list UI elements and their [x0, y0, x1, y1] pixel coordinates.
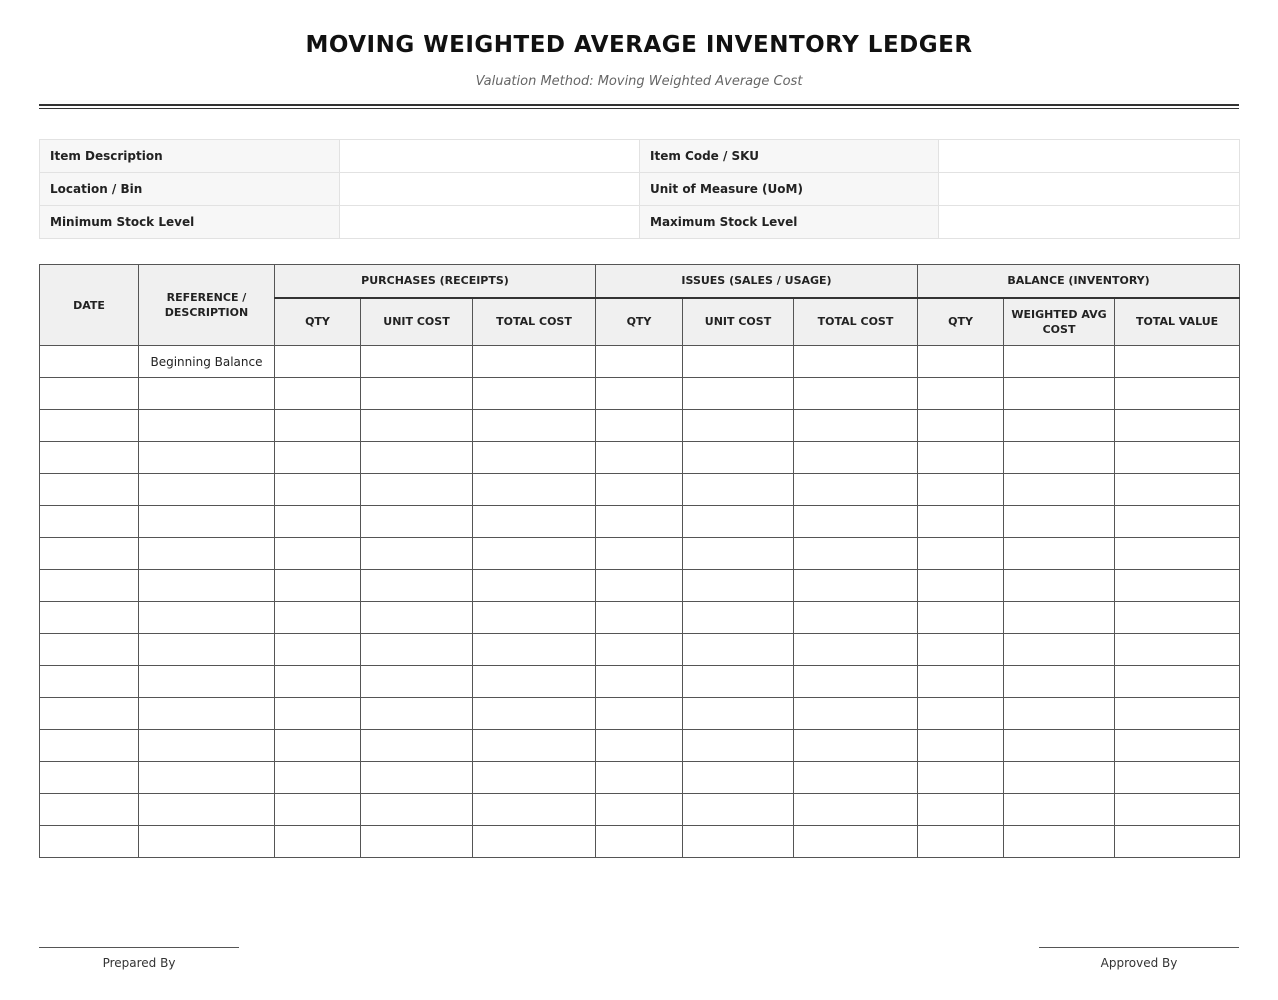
ledger-cell[interactable] [794, 570, 918, 602]
ledger-cell[interactable] [794, 506, 918, 538]
ledger-cell[interactable] [794, 826, 918, 858]
purchases-unit-cost-header: UNIT COST [361, 298, 473, 346]
ledger-cell[interactable] [918, 602, 1004, 634]
ledger-cell[interactable] [794, 474, 918, 506]
ledger-cell[interactable] [683, 442, 794, 474]
ledger-cell[interactable] [473, 794, 596, 826]
ledger-cell[interactable] [596, 826, 683, 858]
ledger-cell[interactable] [794, 410, 918, 442]
info-row [40, 140, 1240, 173]
ledger-cell[interactable] [275, 346, 361, 378]
ledger-cell[interactable] [139, 570, 275, 602]
table-row [40, 730, 1240, 762]
ledger-cell[interactable] [683, 634, 794, 666]
ledger-cell[interactable] [275, 474, 361, 506]
ledger-cell[interactable] [794, 762, 918, 794]
ledger-cell[interactable] [1004, 794, 1115, 826]
ledger-cell[interactable] [1115, 346, 1240, 378]
ledger-cell[interactable] [40, 634, 139, 666]
ledger-row-beginning-balance [40, 346, 1240, 378]
ledger-cell[interactable] [275, 634, 361, 666]
reference-header: REFERENCE / DESCRIPTION [139, 265, 275, 346]
ledger-cell[interactable] [918, 634, 1004, 666]
ledger-cell[interactable] [683, 762, 794, 794]
ledger-cell[interactable] [473, 538, 596, 570]
ledger-cell[interactable] [596, 346, 683, 378]
ledger-cell[interactable] [596, 634, 683, 666]
table-row [40, 506, 1240, 538]
ledger-cell[interactable] [918, 826, 1004, 858]
ledger-cell[interactable] [1115, 410, 1240, 442]
ledger-cell[interactable] [1004, 762, 1115, 794]
ledger-cell[interactable] [1004, 442, 1115, 474]
ledger-cell[interactable] [40, 538, 139, 570]
ledger-cell[interactable] [1004, 378, 1115, 410]
ledger-cell[interactable] [361, 474, 473, 506]
ledger-cell[interactable] [683, 570, 794, 602]
page-title: MOVING WEIGHTED AVERAGE INVENTORY LEDGER [305, 32, 973, 58]
ledger-cell[interactable] [683, 826, 794, 858]
balance-qty-header: QTY [918, 298, 1004, 346]
balance-weighted-avg-cost-header: WEIGHTED AVG COST [1004, 298, 1115, 346]
max-stock-label: Maximum Stock Level [640, 206, 939, 239]
table-row [40, 378, 1240, 410]
ledger-cell[interactable] [1004, 346, 1115, 378]
item-description-label: Item Description [40, 140, 340, 173]
ledger-cell[interactable] [1004, 666, 1115, 698]
table-row [40, 538, 1240, 570]
ledger-cell[interactable] [1115, 506, 1240, 538]
ledger-cell[interactable] [275, 602, 361, 634]
ledger-cell[interactable] [1115, 378, 1240, 410]
purchases-total-cost-header: TOTAL COST [473, 298, 596, 346]
ledger-cell[interactable] [139, 794, 275, 826]
ledger-cell[interactable] [1004, 506, 1115, 538]
ledger-cell[interactable] [473, 442, 596, 474]
ledger-cell[interactable] [918, 570, 1004, 602]
table-row [40, 762, 1240, 794]
ledger-cell[interactable] [275, 442, 361, 474]
ledger-cell[interactable] [1115, 634, 1240, 666]
table-row [40, 442, 1240, 474]
ledger-cell[interactable] [473, 602, 596, 634]
table-row [40, 698, 1240, 730]
ledger-cell[interactable] [683, 506, 794, 538]
ledger-cell[interactable] [1115, 698, 1240, 730]
ledger-cell[interactable] [40, 826, 139, 858]
table-row [40, 794, 1240, 826]
ledger-header-group-row [40, 265, 1240, 298]
ledger-cell[interactable] [918, 794, 1004, 826]
ledger-cell[interactable] [918, 442, 1004, 474]
table-row [40, 474, 1240, 506]
ledger-cell[interactable] [361, 698, 473, 730]
ledger-cell[interactable] [361, 666, 473, 698]
ledger-cell[interactable] [361, 602, 473, 634]
ledger-cell[interactable] [361, 378, 473, 410]
ledger-cell[interactable] [1115, 602, 1240, 634]
ledger-cell[interactable] [794, 730, 918, 762]
ledger-cell[interactable] [596, 762, 683, 794]
issues-total-cost-header: TOTAL COST [794, 298, 918, 346]
ledger-cell[interactable] [473, 634, 596, 666]
ledger-cell[interactable] [40, 666, 139, 698]
ledger-cell[interactable] [683, 538, 794, 570]
ledger-cell[interactable] [794, 602, 918, 634]
ledger-cell[interactable] [361, 506, 473, 538]
ledger-cell[interactable] [1115, 762, 1240, 794]
ledger-cell[interactable] [40, 570, 139, 602]
item-code-field[interactable] [939, 140, 1240, 173]
ledger-cell[interactable] [683, 410, 794, 442]
ledger-cell[interactable] [473, 378, 596, 410]
ledger-cell[interactable] [1115, 826, 1240, 858]
ledger-cell[interactable] [1115, 474, 1240, 506]
ledger-cell[interactable] [275, 730, 361, 762]
ledger-cell[interactable] [794, 698, 918, 730]
ledger-cell[interactable] [918, 730, 1004, 762]
min-stock-field[interactable] [340, 206, 640, 239]
ledger-cell[interactable] [275, 762, 361, 794]
location-label: Location / Bin [40, 173, 340, 206]
ledger-cell[interactable] [361, 826, 473, 858]
location-field[interactable] [340, 173, 640, 206]
ledger-cell[interactable] [139, 538, 275, 570]
ledger-cell[interactable] [918, 474, 1004, 506]
ledger-cell[interactable] [918, 538, 1004, 570]
ledger-cell[interactable] [683, 602, 794, 634]
item-info-table [39, 139, 1240, 239]
ledger-cell[interactable] [139, 634, 275, 666]
ledger-cell[interactable] [683, 730, 794, 762]
ledger-cell[interactable] [139, 378, 275, 410]
ledger-body [40, 346, 1240, 858]
ledger-cell[interactable] [1004, 698, 1115, 730]
ledger-cell[interactable] [1004, 410, 1115, 442]
ledger-cell[interactable] [794, 442, 918, 474]
ledger-cell[interactable] [40, 410, 139, 442]
ledger-cell[interactable] [683, 378, 794, 410]
ledger-cell[interactable] [794, 634, 918, 666]
balance-header: BALANCE (INVENTORY) [918, 265, 1240, 298]
ledger-cell[interactable] [139, 698, 275, 730]
ledger-cell[interactable] [40, 730, 139, 762]
ledger-cell[interactable] [361, 570, 473, 602]
ledger-cell[interactable] [596, 410, 683, 442]
ledger-cell[interactable] [275, 410, 361, 442]
ledger-cell[interactable] [1004, 474, 1115, 506]
item-description-field[interactable] [340, 140, 640, 173]
ledger-cell[interactable] [40, 506, 139, 538]
ledger-cell[interactable] [473, 730, 596, 762]
ledger-cell[interactable] [683, 346, 794, 378]
ledger-cell[interactable] [596, 506, 683, 538]
ledger-cell[interactable] [361, 762, 473, 794]
table-row [40, 410, 1240, 442]
ledger-cell[interactable] [139, 506, 275, 538]
approved-by-signature: Approved By [1039, 947, 1239, 970]
ledger-cell[interactable] [1115, 794, 1240, 826]
ledger-cell[interactable] [473, 410, 596, 442]
ledger-cell[interactable] [596, 442, 683, 474]
date-header: DATE [40, 265, 139, 346]
ledger-cell[interactable] [40, 762, 139, 794]
ledger-cell[interactable] [794, 666, 918, 698]
ledger-cell[interactable] [275, 538, 361, 570]
ledger-cell[interactable] [1115, 666, 1240, 698]
ledger-cell[interactable] [361, 442, 473, 474]
ledger-cell[interactable] [361, 538, 473, 570]
balance-total-value-header: TOTAL VALUE [1115, 298, 1240, 346]
ledger-cell[interactable] [1115, 570, 1240, 602]
ledger-cell[interactable] [596, 698, 683, 730]
ledger-cell[interactable] [1004, 730, 1115, 762]
ledger-cell[interactable] [1115, 730, 1240, 762]
ledger-cell[interactable] [361, 730, 473, 762]
ledger-cell[interactable] [473, 474, 596, 506]
ledger-cell[interactable] [1004, 570, 1115, 602]
ledger-cell[interactable] [139, 474, 275, 506]
info-row [40, 173, 1240, 206]
ledger-cell[interactable] [1004, 826, 1115, 858]
ledger-cell[interactable] [918, 410, 1004, 442]
ledger-cell[interactable] [139, 666, 275, 698]
ledger-cell[interactable] [275, 826, 361, 858]
ledger-cell[interactable] [683, 474, 794, 506]
ledger-cell[interactable] [473, 826, 596, 858]
ledger-cell[interactable] [1115, 538, 1240, 570]
page-subtitle: Valuation Method: Moving Weighted Average Cost [475, 74, 803, 89]
ledger-cell[interactable] [275, 378, 361, 410]
ledger-cell[interactable] [361, 410, 473, 442]
issues-header: ISSUES (SALES / USAGE) [596, 265, 918, 298]
ledger-cell[interactable] [275, 698, 361, 730]
ledger-cell[interactable] [596, 538, 683, 570]
ledger-cell[interactable] [794, 378, 918, 410]
ledger-cell[interactable] [139, 730, 275, 762]
ledger-cell[interactable] [473, 506, 596, 538]
ledger-cell[interactable] [596, 378, 683, 410]
ledger-cell[interactable] [596, 666, 683, 698]
table-row [40, 826, 1240, 858]
ledger-table [39, 264, 1240, 858]
ledger-cell[interactable] [794, 346, 918, 378]
ledger-cell[interactable] [139, 826, 275, 858]
ledger-cell[interactable] [361, 346, 473, 378]
ledger-cell[interactable] [139, 762, 275, 794]
ledger-cell[interactable] [361, 794, 473, 826]
ledger-cell[interactable] [1004, 602, 1115, 634]
ledger-cell[interactable] [596, 570, 683, 602]
ledger-cell[interactable] [918, 666, 1004, 698]
ledger-cell[interactable] [918, 698, 1004, 730]
max-stock-field[interactable] [939, 206, 1240, 239]
ledger-cell[interactable] [1115, 442, 1240, 474]
ledger-cell[interactable] [596, 602, 683, 634]
ledger-cell[interactable] [473, 666, 596, 698]
ledger-cell[interactable] [683, 666, 794, 698]
ledger-cell[interactable] [139, 442, 275, 474]
purchases-qty-header: QTY [275, 298, 361, 346]
ledger-cell[interactable] [275, 666, 361, 698]
ledger-cell[interactable] [361, 634, 473, 666]
ledger-cell[interactable] [596, 794, 683, 826]
info-row [40, 206, 1240, 239]
table-row [40, 602, 1240, 634]
ledger-cell[interactable] [40, 378, 139, 410]
ledger-cell[interactable] [40, 442, 139, 474]
ledger-cell[interactable] [473, 346, 596, 378]
item-code-label: Item Code / SKU [640, 140, 939, 173]
issues-unit-cost-header: UNIT COST [683, 298, 794, 346]
ledger-cell[interactable] [473, 570, 596, 602]
ledger-cell[interactable] [40, 698, 139, 730]
min-stock-label: Minimum Stock Level [40, 206, 340, 239]
ledger-cell[interactable] [40, 794, 139, 826]
header-divider-thin [39, 108, 1239, 109]
ledger-cell[interactable] [1004, 634, 1115, 666]
table-row [40, 634, 1240, 666]
table-row [40, 666, 1240, 698]
ledger-cell[interactable] [683, 794, 794, 826]
ledger-cell[interactable] [139, 410, 275, 442]
purchases-header: PURCHASES (RECEIPTS) [275, 265, 596, 298]
ledger-cell[interactable] [794, 794, 918, 826]
ledger-cell[interactable] [473, 762, 596, 794]
ledger-cell[interactable] [275, 570, 361, 602]
ledger-cell[interactable] [40, 474, 139, 506]
ledger-cell[interactable] [683, 698, 794, 730]
ledger-cell[interactable] [139, 602, 275, 634]
ledger-cell[interactable] [275, 794, 361, 826]
ledger-cell[interactable] [40, 346, 139, 378]
beginning-balance-cell[interactable]: Beginning Balance [139, 346, 275, 378]
ledger-cell[interactable] [596, 474, 683, 506]
ledger-cell[interactable] [918, 346, 1004, 378]
header-divider-thick [39, 104, 1239, 106]
ledger-cell[interactable] [1004, 538, 1115, 570]
table-row [40, 570, 1240, 602]
uom-field[interactable] [939, 173, 1240, 206]
ledger-cell[interactable] [473, 698, 596, 730]
ledger-cell[interactable] [40, 602, 139, 634]
ledger-cell[interactable] [794, 538, 918, 570]
ledger-cell[interactable] [918, 506, 1004, 538]
ledger-cell[interactable] [918, 378, 1004, 410]
uom-label: Unit of Measure (UoM) [640, 173, 939, 206]
issues-qty-header: QTY [596, 298, 683, 346]
prepared-by-signature: Prepared By [39, 947, 239, 970]
ledger-cell[interactable] [596, 730, 683, 762]
ledger-cell[interactable] [918, 762, 1004, 794]
ledger-cell[interactable] [275, 506, 361, 538]
